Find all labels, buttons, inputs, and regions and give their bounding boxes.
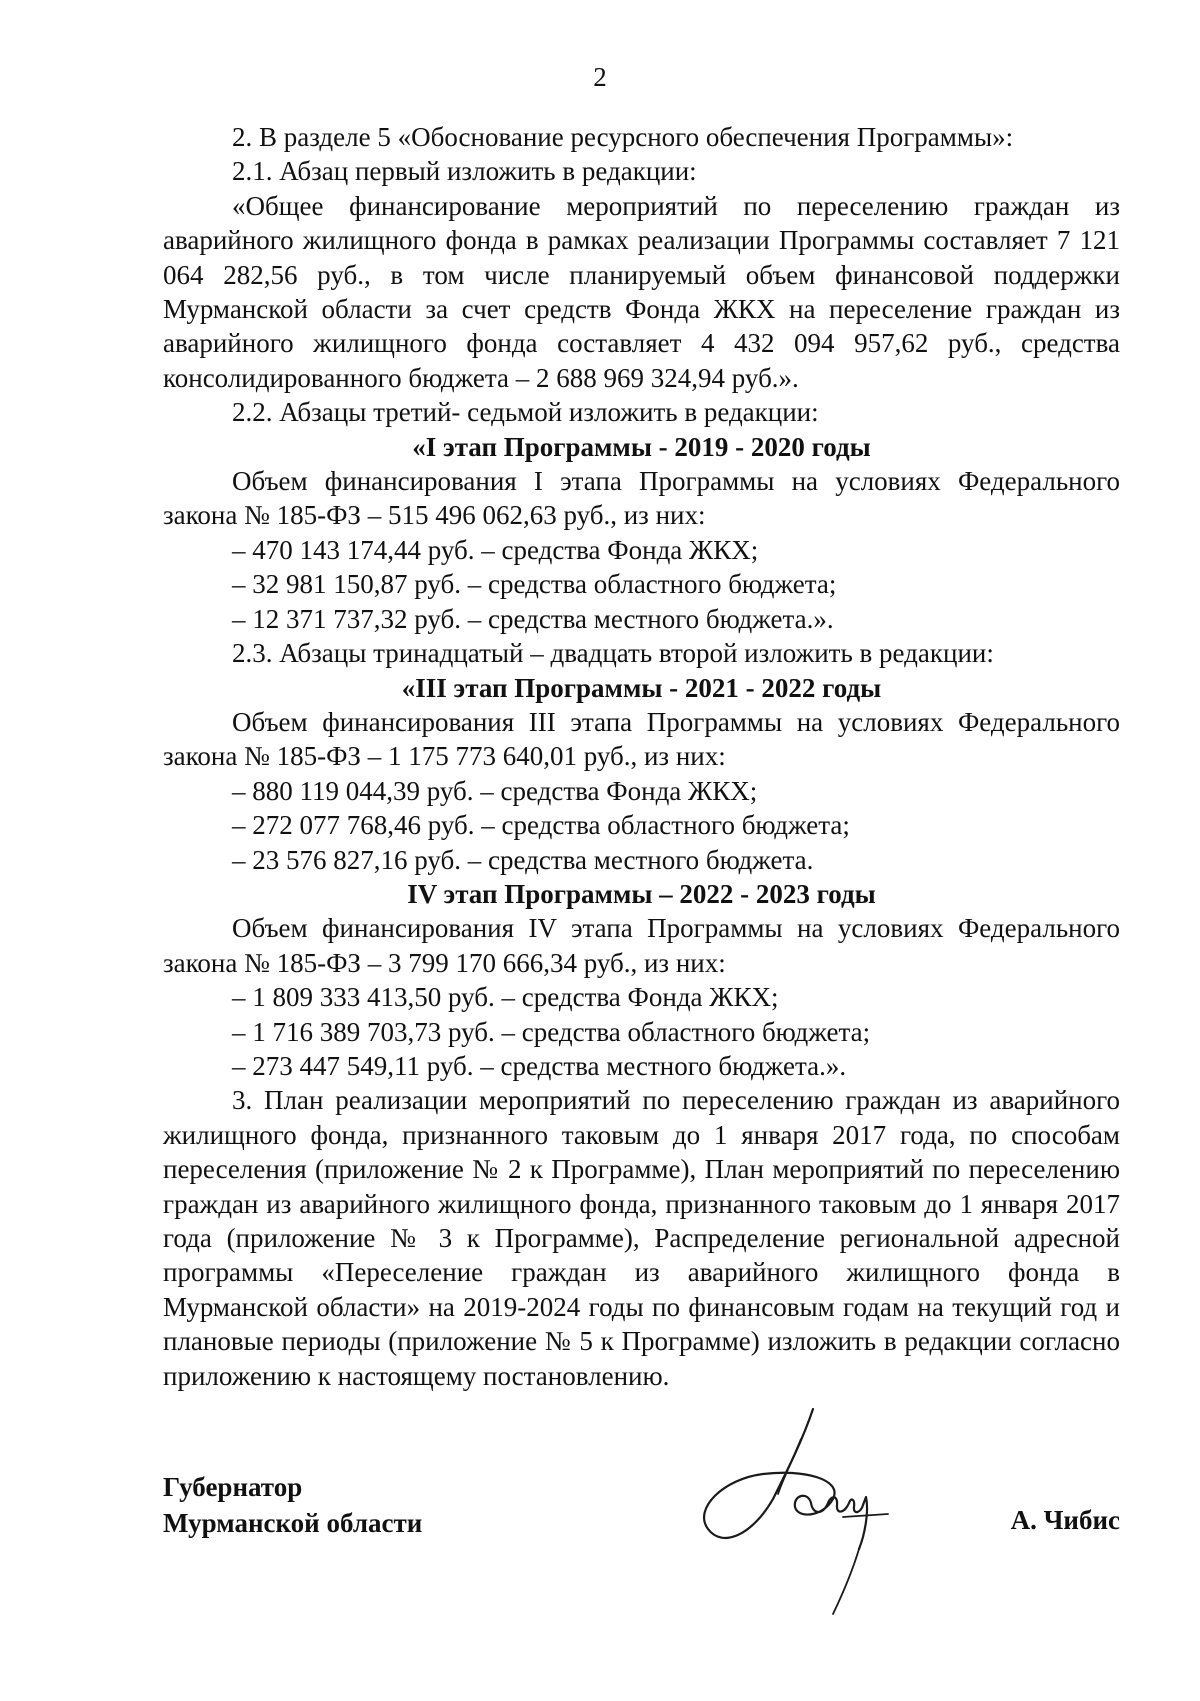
heading-stage-4: IV этап Программы – 2022 - 2023 годы (407, 878, 876, 909)
page-number: 2 (593, 62, 607, 92)
paragraph-stage-3-volume: Объем финансирования III этапа Программы на условиях Федерального закона № 185-ФЗ – 1 175 773 640,01 руб., из них: (163, 706, 1120, 772)
list-item-stage-4-local: – 273 447 549,11 руб. – средства местного бюджета.». (232, 1050, 847, 1081)
signatory-title-line-1: Губернатор (163, 1472, 303, 1502)
list-item-stage-3-local: – 23 576 827,16 руб. – средства местного бюджета. (232, 844, 814, 875)
list-item-stage-1-local: – 12 371 737,32 руб. – средства местного бюджета.». (232, 603, 834, 634)
document-body (163, 120, 1120, 1393)
paragraph-2-2: 2.2. Абзацы третий- седьмой изложить в редакции: (232, 397, 819, 428)
list-item-stage-1-regional: – 32 981 150,87 руб. – средства областного бюджета; (232, 569, 837, 600)
signatory-name: А. Чибис (1010, 1505, 1120, 1535)
heading-stage-3: «III этап Программы - 2021 - 2022 годы (401, 672, 882, 703)
handwritten-signature (683, 1399, 913, 1619)
paragraph-item-3: 3. План реализации мероприятий по переселению граждан из аварийного жилищного фонда, признанного таковым до 1 января 2017 года, по способам переселения (приложение № 2 к Программе), План мероприятий по переселению граждан из аварийного жилищного фонда, признанного таковым до 1 января 2017 года (приложение № 3 к Программе), Распределение региональной адресной программы «Переселение граждан из аварийного жилищного фонда в Мурманской области» на 2019-2024 годы по финансовым годам на текущий год и плановые периоды (приложение № 5 к Программе) изложить в редакции согласно приложению к настоящему постановлению. (163, 1085, 1120, 1391)
paragraph-2-3: 2.3. Абзацы тринадцатый – двадцать второй изложить в редакции: (232, 638, 994, 669)
list-item-stage-3-fund: – 880 119 044,39 руб. – средства Фонда ЖКХ; (232, 775, 758, 806)
signature-block (163, 1469, 1120, 1669)
list-item-stage-4-fund: – 1 809 333 413,50 руб. – средства Фонда ЖКХ; (232, 982, 779, 1013)
list-item-stage-1-fund: – 470 143 174,44 руб. – средства Фонда ЖКХ; (232, 534, 759, 565)
paragraph-stage-1-volume: Объем финансирования I этапа Программы на условиях Федерального закона № 185-ФЗ – 515 496 062,63 руб., из них: (163, 466, 1120, 531)
paragraph-section-5: 2. В разделе 5 «Обоснование ресурсного обеспечения Программы»: (232, 122, 1014, 152)
list-item-stage-4-regional: – 1 716 389 703,73 руб. – средства областного бюджета; (232, 1016, 871, 1047)
signatory-title-line-2: Мурманской области (163, 1508, 423, 1538)
heading-stage-1: «I этап Программы - 2019 - 2020 годы (412, 431, 871, 462)
list-item-stage-3-regional: – 272 077 768,46 руб. – средства областного бюджета; (232, 810, 850, 841)
signatory-title (163, 1469, 422, 1541)
paragraph-2-1: 2.1. Абзац первый изложить в редакции: (232, 156, 697, 187)
paragraph-stage-4-volume: Объем финансирования IV этапа Программы на условиях Федерального закона № 185-ФЗ – 3 799 170 666,34 руб., из них: (163, 913, 1120, 978)
paragraph-total-financing: «Общее финансирование мероприятий по переселению граждан из аварийного жилищного фонда в рамках реализации Программы составляет 7 121 064 282,56 руб., в том числе планируемый объем финансовой поддержки Мурманской области за счет средств Фонда ЖКХ на переселение граждан из аварийного жилищного фонда составляет 4 432 094 957,62 руб., средства консолидированного бюджета – 2 688 969 324,94 руб.». (163, 190, 1120, 393)
